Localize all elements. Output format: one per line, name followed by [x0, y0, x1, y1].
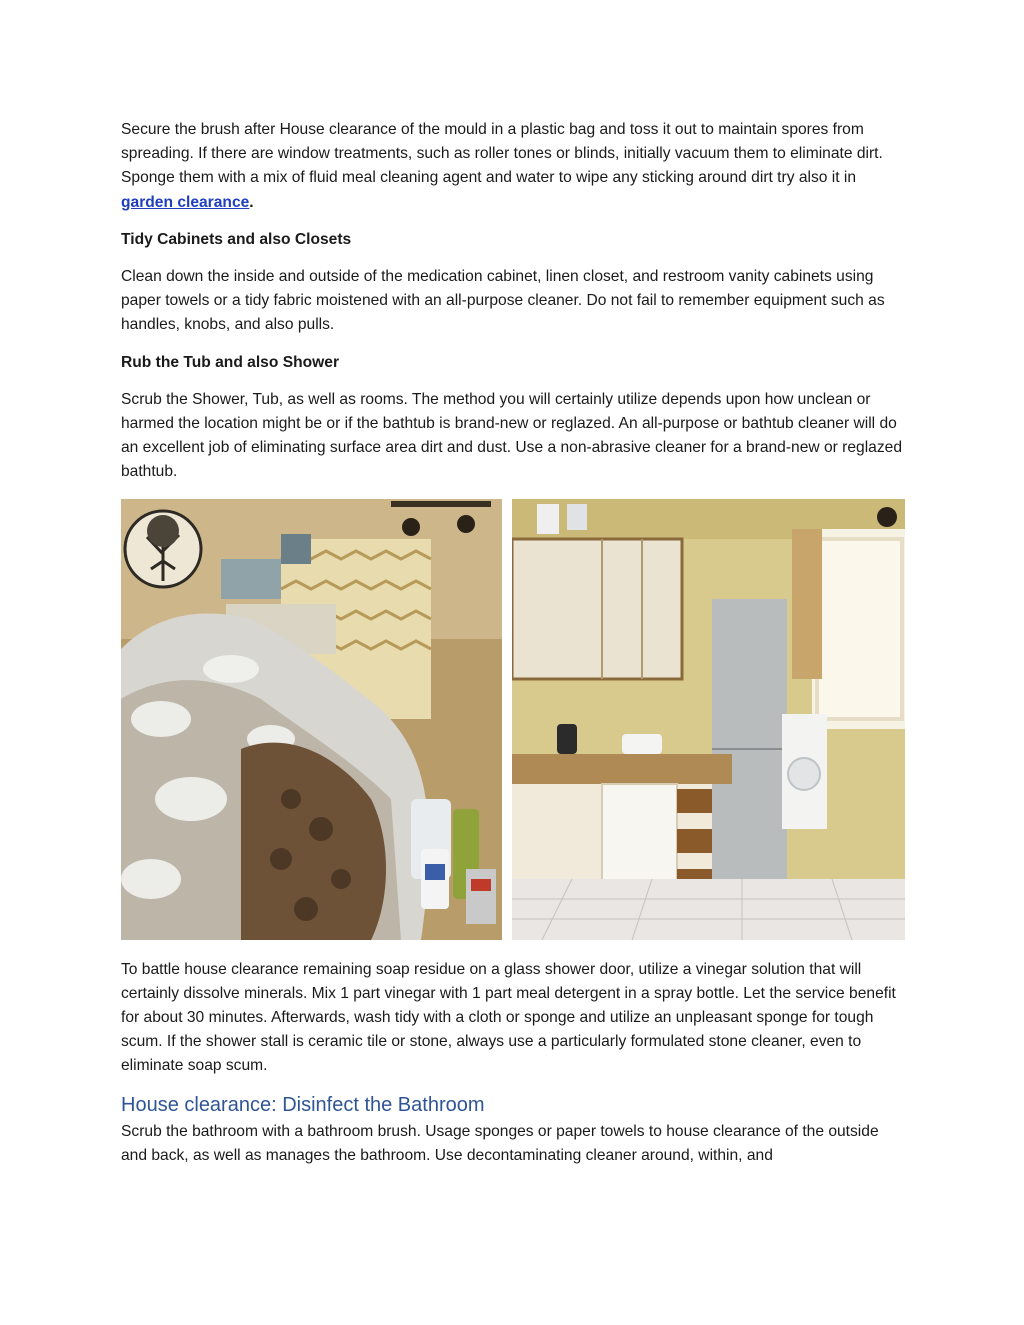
- heading-disinfect-bathroom: House clearance: Disinfect the Bathroom: [121, 1093, 485, 1116]
- clean-kitchen-image: [512, 499, 905, 940]
- paragraph-mould-brush: [121, 118, 905, 215]
- garden-clearance-link[interactable]: garden clearance: [121, 193, 250, 211]
- paragraph-tub: Scrub the Shower, Tub, as well as rooms. The method you will certainly utilize depends upon how unclean or harmed the location might be or if the bathtub is brand-new or reglazed. An all-purpose or bathtub cleaner will do an excellent job of eliminating surface area dirt and dust. Use a non-abrasive cleaner for a brand-new or reglazed bathtub.: [121, 390, 902, 481]
- heading-rub-tub: Rub the Tub and also Shower: [121, 353, 340, 371]
- cluttered-kitchen-image: [121, 499, 502, 940]
- document-page: [121, 118, 905, 1181]
- before-clearance-photo: [121, 499, 502, 940]
- paragraph-disinfect: Scrub the bathroom with a bathroom brush. Usage sponges or paper towels to house clearance of the outside and back, as well as manages the bathroom. Use decontaminating cleaner around, within, and: [121, 1122, 879, 1164]
- before-after-photos: [121, 499, 905, 940]
- heading-tidy-cabinets: Tidy Cabinets and also Closets: [121, 230, 352, 248]
- paragraph-text: Secure the brush after House clearance of the mould in a plastic bag and toss it out to maintain spores from spreading. If there are window treatments, such as roller tones or blinds, initially vacuum them to eliminate dirt. Sponge them with a mix of fluid meal cleaning agent and water to wipe any sticking around dirt try also it in: [121, 121, 883, 187]
- paragraph-soap-residue: To battle house clearance remaining soap residue on a glass shower door, utilize a vinegar solution that will certainly dissolve minerals. Mix 1 part vinegar with 1 part meal detergent in a spray bottle. Let the service benefit for about 30 minutes. Afterwards, wash tidy with a cloth or sponge and utilize an unpleasant sponge for tough scum. If the shower stall is ceramic tile or stone, always use a particularly formulated stone cleaner, even to eliminate soap scum.: [121, 960, 896, 1075]
- after-clearance-photo: [512, 499, 905, 940]
- paragraph-cabinets: Clean down the inside and outside of the medication cabinet, linen closet, and restroom vanity cabinets using paper towels or a tidy fabric moistened with an all-purpose cleaner. Do not fail to remember equipment such as handles, knobs, and also pulls.: [121, 268, 885, 334]
- paragraph-end: .: [249, 193, 254, 211]
